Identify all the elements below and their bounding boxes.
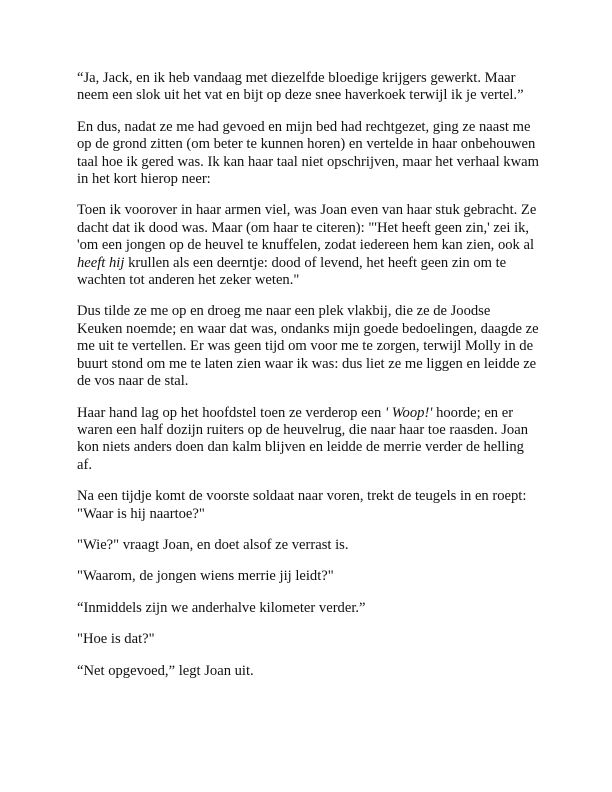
paragraph-10 xyxy=(77,631,539,648)
paragraph-9 xyxy=(77,600,539,617)
paragraph-1 xyxy=(77,70,539,105)
paragraph-6 xyxy=(77,488,539,523)
text-run: hoorde; en er waren een half dozijn ruiters op de heuvelrug, die naar haar toe raasden. Joan kon niets anders doen dan kalm blijven en leidde de merrie verder de helling af. xyxy=(77,404,528,473)
italic-run: ' Woop!' xyxy=(384,404,433,421)
paragraph-4 xyxy=(77,303,539,390)
text-run: “Ja, Jack, en ik heb vandaag met diezelfde bloedige krijgers gewerkt. Maar neem een slok uit het vat en bijt op deze snee haverkoek terwijl ik je vertel.” xyxy=(77,70,524,104)
text-run: Na een tijdje komt de voorste soldaat naar voren, trekt de teugels in en roept: "Waar is hij naartoe?" xyxy=(77,488,527,522)
text-run: krullen als een deerntje: dood of levend, het heeft geen zin om te wachten tot anderen het zeker weten." xyxy=(77,254,507,289)
paragraph-8 xyxy=(77,568,539,585)
text-run: "Hoe is dat?" xyxy=(77,631,155,648)
paragraph-5 xyxy=(77,405,539,475)
text-run: “Inmiddels zijn we anderhalve kilometer verder.” xyxy=(77,599,366,616)
text-run: "Waarom, de jongen wiens merrie jij leidt?" xyxy=(77,568,334,585)
text-run: "Wie?" vraagt Joan, en doet alsof ze verrast is. xyxy=(77,536,349,553)
paragraph-3 xyxy=(77,202,539,289)
italic-run: heeft hij xyxy=(77,254,125,271)
text-run: Dus tilde ze me op en droeg me naar een plek vlakbij, die ze de Joodse Keuken noemde; en waar dat was, ondanks mijn goede bedoelingen, daagde ze me uit te vertellen. Er was geen tijd om voor me te zorgen, terwijl Molly in de buurt stond om me te laten zien waar ik was: dus liet ze me liggen en leidde ze de vos naar de stal. xyxy=(77,303,539,390)
document-page xyxy=(77,70,539,694)
text-run: Haar hand lag op het hoofdstel toen ze verderop een xyxy=(77,404,385,421)
paragraph-11 xyxy=(77,663,539,680)
text-run: En dus, nadat ze me had gevoed en mijn bed had rechtgezet, ging ze naast me op de grond zitten (om beter te kunnen horen) en vertelde in haar onbehouwen taal hoe ik gered was. Ik kan haar taal niet opschrijven, maar het verhaal kwam in het kort hierop neer: xyxy=(77,118,539,188)
paragraph-7 xyxy=(77,537,539,554)
text-run: Toen ik voorover in haar armen viel, was Joan even van haar stuk gebracht. Ze dacht dat ik dood was. Maar (om haar te citeren): "'Het heeft geen zin,' zei ik, 'om een jongen op de heuvel te knuffelen, zodat iedereen hem kan zien, ook al xyxy=(77,202,537,254)
paragraph-2 xyxy=(77,119,539,189)
text-run: “Net opgevoed,” legt Joan uit. xyxy=(77,662,254,679)
